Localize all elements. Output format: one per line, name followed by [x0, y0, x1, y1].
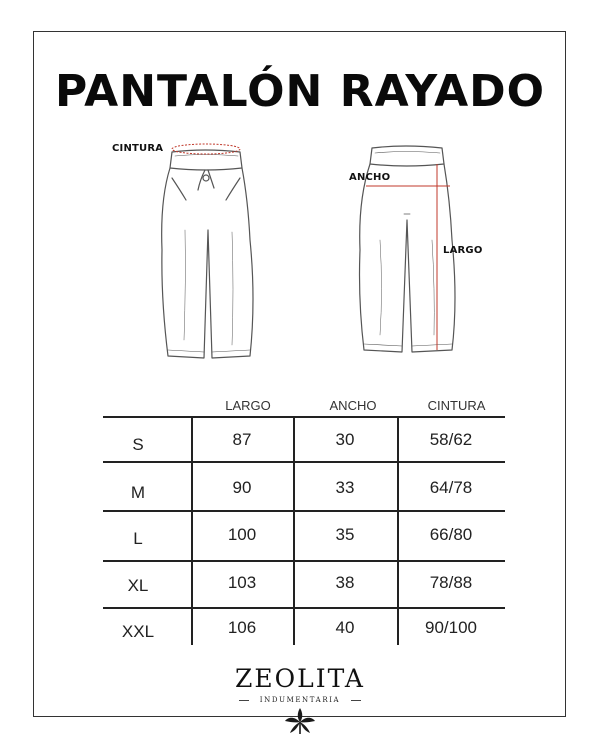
cell-cintura: 66/80: [429, 525, 473, 544]
brand-flower-logo: [282, 706, 318, 736]
cell-size: S: [132, 435, 144, 454]
table-rule: [103, 416, 505, 418]
cell-largo: 103: [227, 573, 257, 592]
table-rule: [103, 510, 505, 512]
table-rule: [103, 461, 505, 463]
cell-cintura: 78/88: [429, 573, 473, 592]
label-cintura: CINTURA: [112, 143, 164, 154]
table-rule: [103, 607, 505, 609]
cell-cintura: 90/100: [425, 618, 477, 637]
table-rule: [103, 560, 505, 562]
cell-largo: 87: [232, 430, 252, 449]
waist-measure-ellipse: [172, 144, 240, 154]
cell-ancho: 40: [335, 618, 355, 637]
header-cintura: CINTURA: [427, 398, 486, 413]
size-table: [103, 398, 508, 645]
front-pants-drawing: [162, 150, 253, 358]
cell-size: M: [130, 483, 146, 502]
cell-ancho: 30: [335, 430, 355, 449]
page-title: PANTALÓN RAYADO: [54, 66, 546, 117]
label-largo: LARGO: [443, 245, 483, 256]
cell-largo: 90: [232, 478, 252, 497]
cell-size: XL: [127, 576, 149, 595]
cell-largo: 100: [227, 525, 257, 544]
cell-largo: 106: [227, 618, 257, 637]
cell-cintura: 58/62: [429, 430, 473, 449]
header-ancho: ANCHO: [329, 398, 377, 413]
brand-name: ZEOLITA: [235, 664, 365, 693]
cell-size: L: [133, 529, 143, 548]
cell-size: XXL: [121, 622, 155, 641]
cell-ancho: 38: [335, 573, 355, 592]
brand-subtitle: INDUMENTARIA: [245, 696, 355, 704]
cell-ancho: 33: [335, 478, 355, 497]
header-largo: LARGO: [225, 398, 271, 413]
cell-cintura: 64/78: [429, 478, 473, 497]
label-ancho: ANCHO: [349, 172, 391, 183]
cell-ancho: 35: [335, 525, 355, 544]
